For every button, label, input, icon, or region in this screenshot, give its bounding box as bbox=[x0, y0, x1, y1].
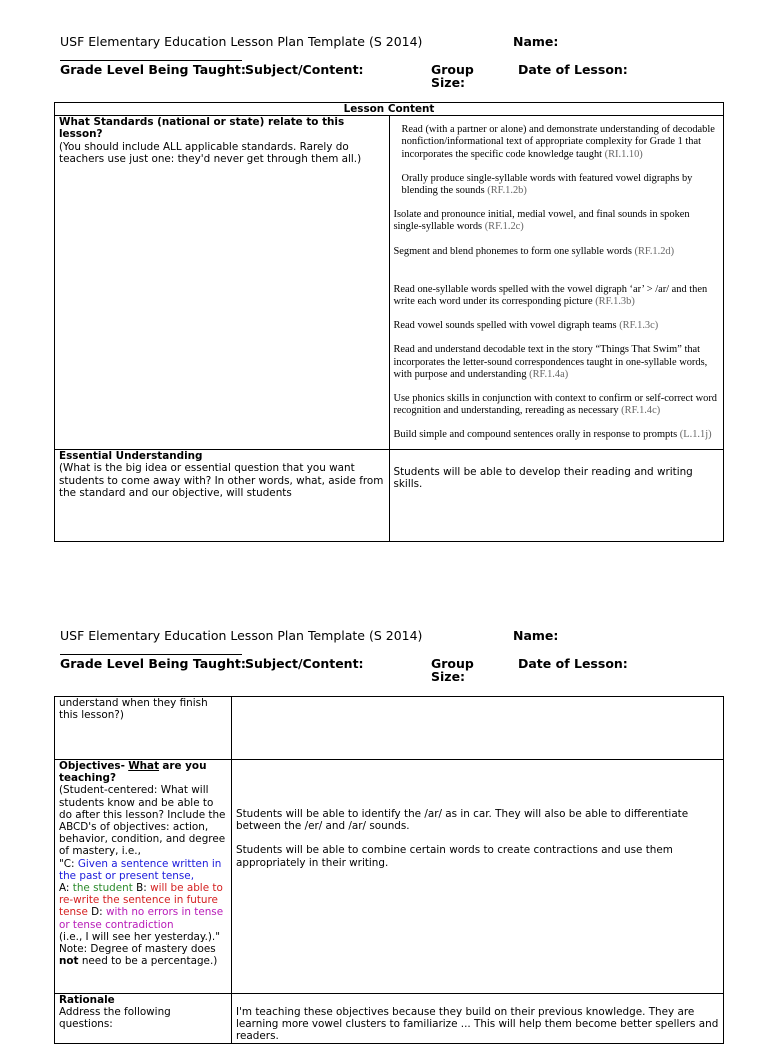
standard-item: Read one-syllable words spelled with the vowel digraph ‘ar’ > /ar/ and then write each word under its corresponding picture (RF.1.3b) bbox=[393, 283, 708, 308]
standards-question-title: What Standards (national or state) relate to this lesson? bbox=[59, 116, 345, 141]
abcd-condition: Given a sentence written in the past or present tense, bbox=[59, 857, 222, 882]
standard-item: Read vowel sounds spelled with vowel digraph teams (RF.1.3c) bbox=[393, 320, 659, 332]
essential-question-title: Essential Understanding bbox=[59, 450, 203, 463]
page1-name-label: Name: bbox=[513, 34, 559, 49]
objectives-question-text: (Student-centered: What will students know and be able to do after this lesson? Include the ABCD's of objectives: action, behavior, condition, and degree of mastery, i.e., bbox=[59, 784, 226, 858]
lesson-content-heading: Lesson Content bbox=[55, 103, 724, 116]
mastery-note: Note: Degree of mastery does bbox=[59, 943, 216, 956]
objectives-question: Objectives- What are you teaching? (Student-centered: What will students know and be able to do after this lesson? Include the ABCD's of objectives: action, behavior, condition, and degree of mastery, i.e., "C: Given a sentence written in the past or present tense, A: the student B: will be able to re-write the sentence in future tense D: with no errors in tense or tense contradiction (i.e., I will see her yesterday.)." Note: Degree of mastery does not need to be a percentage.) bbox=[55, 760, 232, 994]
abcd-audience: the student bbox=[72, 882, 133, 895]
page1-group-size-label: Group Size: bbox=[431, 62, 474, 90]
standard-item: Read and understand decodable text in the story “Things That Swim” that incorporates the letter-sound correspondences taught in one-syllable words, with purpose and understanding (RF.1.4a) bbox=[393, 344, 708, 380]
page2-grade-label: Grade Level Being Taught: bbox=[60, 656, 246, 671]
standard-item: Read (with a partner or alone) and demonstrate understanding of decodable nonfiction/informational text of appropriate complexity for Grade 1 that incorporates the specific code knowledge taught (RI.1.10) bbox=[401, 124, 715, 160]
standard-item: Use phonics skills in conjunction with context to confirm or self-correct word recognition and understanding, rereading as necessary (RF.1.4c) bbox=[393, 393, 717, 417]
page2-header-rule bbox=[60, 654, 242, 655]
rationale-title: Rationale bbox=[59, 994, 115, 1006]
objectives-answer-1: Students will be able to identify the /ar/ as in car. They will also be able to differentiate between the /er/ and /ar/ sounds. bbox=[236, 808, 689, 833]
objectives-title: Objectives- bbox=[59, 760, 125, 772]
abcd-degree: with no errors in tense or tense contradiction bbox=[59, 906, 224, 931]
objectives-answer-2: Students will be able to combine certain words to create contractions and use them appropriately in their writing. bbox=[236, 844, 673, 869]
standard-item: Orally produce single-syllable words with featured vowel digraphs by blending the sounds (RF.1.2b) bbox=[401, 172, 693, 197]
rationale-question-text: Address the following questions: bbox=[59, 1006, 171, 1031]
page2-lesson-table bbox=[54, 696, 724, 1044]
essential-question-continued: understand when they finish this lesson?) bbox=[55, 697, 232, 760]
page1-date-label: Date of Lesson: bbox=[518, 62, 628, 77]
page2-subject-label: Subject/Content: bbox=[245, 656, 364, 671]
standards-list bbox=[389, 116, 724, 450]
objectives-answer bbox=[232, 760, 724, 994]
page1-subject-label: Subject/Content: bbox=[245, 62, 364, 77]
abcd-example: (i.e., I will see her yesterday.)." bbox=[59, 930, 221, 943]
page1-header-rule bbox=[60, 60, 242, 61]
rationale-answer-text: I'm teaching these objectives because they build on their previous knowledge. They are learning more vowel clusters to familiarize ... This will help them become better spellers and readers. bbox=[236, 1006, 719, 1043]
standards-question-text: (You should include ALL applicable standards. Rarely do teachers use just one: they'd never get through them all.) bbox=[59, 140, 362, 165]
rationale-question bbox=[55, 994, 232, 1044]
objectives-title-rest: are you teaching? bbox=[59, 760, 207, 785]
page2-name-label: Name: bbox=[513, 628, 559, 643]
page2-date-label: Date of Lesson: bbox=[518, 656, 628, 671]
abcd-behavior: will be able to re-write the sentence in future tense bbox=[59, 882, 223, 919]
essential-question-text: (What is the big idea or essential question that you want students to come away with? In other words, what, aside from the standard and our objective, will students bbox=[59, 462, 384, 499]
standard-item: Isolate and pronounce initial, medial vowel, and final sounds in spoken single-syllable words (RF.1.2c) bbox=[393, 209, 690, 233]
standard-item: Segment and blend phonemes to form one syllable words (RF.1.2d) bbox=[393, 245, 675, 257]
essential-answer-text: Students will be able to develop their reading and writing skills. bbox=[393, 466, 693, 491]
standard-item: Build simple and compound sentences orally in response to prompts (L.1.1j) bbox=[393, 429, 712, 441]
page1-grade-label: Grade Level Being Taught: bbox=[60, 62, 246, 77]
objectives-title-what: What bbox=[128, 760, 160, 772]
page1-header-title: USF Elementary Education Lesson Plan Template (S 2014) bbox=[60, 34, 423, 49]
essential-answer bbox=[389, 450, 724, 542]
essential-answer-continued bbox=[232, 697, 724, 760]
page1-lesson-table bbox=[54, 102, 724, 542]
essential-question bbox=[55, 450, 390, 542]
rationale-answer bbox=[232, 994, 724, 1044]
page2-group-size-label: Group Size: bbox=[431, 656, 474, 684]
standards-question bbox=[55, 116, 390, 450]
page2-header-title: USF Elementary Education Lesson Plan Template (S 2014) bbox=[60, 628, 423, 643]
